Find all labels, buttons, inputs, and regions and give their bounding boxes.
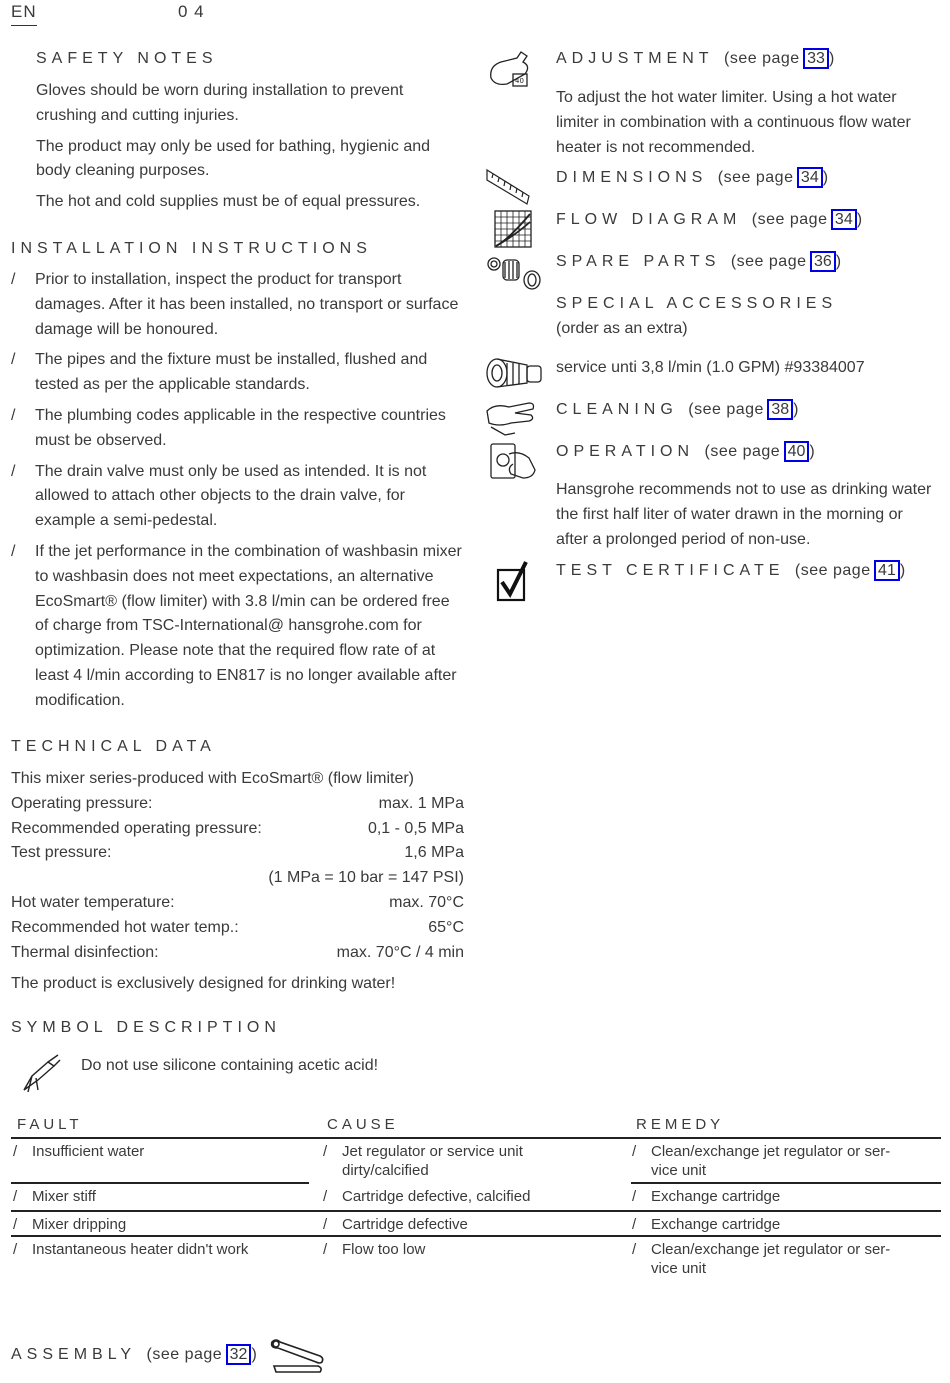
technical-note: The product is exclusively designed for drinking water! xyxy=(11,975,396,993)
dimensions-title: DIMENSIONS xyxy=(556,169,708,186)
cell-text: Mixer dripping xyxy=(32,1216,127,1233)
spare-parts-icon xyxy=(485,252,545,292)
table-divider xyxy=(11,1210,941,1212)
wrench-icon xyxy=(268,1336,326,1376)
cell-text: Insufficient water xyxy=(32,1143,145,1160)
flow-diagram-page-link[interactable]: 34 xyxy=(831,209,857,230)
bullet: / xyxy=(13,1216,18,1233)
safety-notes-title: SAFETY NOTES xyxy=(36,50,218,67)
cell-text: Flow too low xyxy=(342,1241,426,1258)
cell-text: Clean/exchange jet regulator or ser- vice unit xyxy=(651,1143,891,1179)
spare-parts-title: SPARE PARTS xyxy=(556,253,721,270)
bullet: / xyxy=(11,271,16,288)
see-page-label: (see page xyxy=(730,253,807,270)
adjustment-heading xyxy=(556,47,834,72)
cell-text: Exchange cartridge xyxy=(651,1188,781,1205)
tech-value: 0,1 - 0,5 MPa xyxy=(367,819,464,837)
list-item xyxy=(11,348,463,398)
table-cell-fault xyxy=(13,1142,322,1161)
tech-row xyxy=(11,817,464,842)
table-header-remedy: REMEDY xyxy=(636,1116,725,1133)
language-code: EN xyxy=(11,0,37,26)
bullet: / xyxy=(632,1216,637,1233)
cleaning-heading xyxy=(556,398,799,423)
accessory-item: service unti 3,8 l/min (1.0 GPM) #93384007 xyxy=(556,359,865,376)
cell-text: Jet regulator or service unit dirty/calcified xyxy=(342,1143,523,1179)
bullet: / xyxy=(323,1216,328,1233)
installation-list xyxy=(11,268,463,714)
bracket: ) xyxy=(793,401,799,418)
cleaning-hand-icon xyxy=(485,397,545,437)
bullet: / xyxy=(13,1241,18,1258)
tech-row xyxy=(11,792,464,817)
bullet: / xyxy=(323,1188,328,1205)
list-item-text: The pipes and the fixture must be installed, flushed and tested as per the applicable standards. xyxy=(35,351,428,394)
test-certificate-heading xyxy=(556,559,905,584)
test-certificate-title: TEST CERTIFICATE xyxy=(556,562,785,579)
tech-value: max. 1 MPa xyxy=(378,794,464,812)
silicone-gun-icon xyxy=(18,1052,62,1096)
cell-text: Clean/exchange jet regulator or ser- vice unit xyxy=(651,1241,891,1277)
cleaning-title: CLEANING xyxy=(556,401,678,418)
spare-parts-page-link[interactable]: 36 xyxy=(810,251,836,272)
symbol-description-title: SYMBOL DESCRIPTION xyxy=(11,1019,281,1036)
safety-para: The product may only be used for bathing, hygienic and body cleaning purposes. xyxy=(36,137,431,180)
cell-text: Mixer stiff xyxy=(32,1188,96,1205)
page-number: 0 4 xyxy=(178,2,205,21)
table-cell-cause xyxy=(323,1215,632,1234)
bracket: ) xyxy=(856,211,863,228)
table-cell-fault xyxy=(13,1187,322,1206)
flow-diagram-title: FLOW DIAGRAM xyxy=(556,211,742,228)
cell-text: Instantaneous heater didn't work xyxy=(32,1241,249,1258)
bullet: / xyxy=(11,406,16,424)
operation-heading xyxy=(556,440,815,465)
operation-page-link[interactable]: 40 xyxy=(784,441,810,462)
see-page-label: (see page xyxy=(146,1346,223,1363)
tech-value: (1 MPa = 10 bar = 147 PSI) xyxy=(268,869,464,887)
spare-parts-heading xyxy=(556,250,841,275)
bracket: ) xyxy=(251,1346,257,1363)
tech-value: 65°C xyxy=(428,918,464,936)
see-page-label: (see page xyxy=(794,562,871,579)
see-page-label: (see page xyxy=(704,443,781,460)
table-cell-fault xyxy=(13,1240,322,1259)
table-divider xyxy=(631,1182,941,1184)
tech-value: 1,6 MPa xyxy=(404,844,464,862)
tech-row xyxy=(11,841,464,866)
table-divider xyxy=(11,1137,941,1139)
table-divider xyxy=(11,1235,941,1237)
bullet: / xyxy=(632,1143,637,1160)
tech-label: Operating pressure: xyxy=(11,794,153,812)
adjustment-icon xyxy=(487,48,537,90)
bullet: / xyxy=(323,1143,328,1160)
list-item xyxy=(11,268,463,342)
table-cell-cause xyxy=(323,1240,632,1259)
table-cell-cause xyxy=(323,1142,542,1180)
list-item xyxy=(11,404,463,454)
bullet: / xyxy=(632,1241,637,1258)
checkbox-checked-icon xyxy=(496,560,530,602)
cell-text: Cartridge defective, calcified xyxy=(342,1188,531,1205)
installation-title: INSTALLATION INSTRUCTIONS xyxy=(11,240,372,257)
table-cell-remedy xyxy=(632,1187,921,1206)
operation-hand-icon xyxy=(489,440,539,482)
assembly-title: ASSEMBLY xyxy=(11,1346,137,1363)
technical-data-title: TECHNICAL DATA xyxy=(11,738,216,755)
test-certificate-page-link[interactable]: 41 xyxy=(874,560,900,581)
bullet: / xyxy=(11,351,16,369)
dimensions-page-link[interactable]: 34 xyxy=(797,167,823,188)
tech-label: Recommended hot water temp.: xyxy=(11,918,239,936)
see-page-label: (see page xyxy=(751,211,828,228)
assembly-page-link[interactable]: 32 xyxy=(226,1344,252,1365)
list-item-text: If the jet performance in the combination of washbasin mixer to washbasin does not meet expectations, an alternative EcoSmart® (flow limiter) with 3.8 l/min can be ordered free of charge from TSC-International@ hansgrohe.com for optimization. Please note that the required flow rate of at least 4 l/min according to EN817 is no longer available after modification. xyxy=(35,542,462,709)
list-item-text: The drain valve must only be used as intended. It is not allowed to attach other objects to the drain valve, for example a semi-pedestal. xyxy=(35,462,427,530)
tech-value: max. 70°C / 4 min xyxy=(336,943,464,961)
see-page-label: (see page xyxy=(688,401,764,418)
table-header-cause: CAUSE xyxy=(327,1116,399,1133)
cell-text: Cartridge defective xyxy=(342,1216,468,1233)
bullet: / xyxy=(11,462,16,480)
technical-intro: This mixer series-produced with EcoSmart® (flow limiter) xyxy=(11,770,414,787)
tech-row xyxy=(11,941,464,966)
bracket: ) xyxy=(899,562,906,579)
tech-row xyxy=(11,891,464,916)
tech-label: Recommended operating pressure: xyxy=(11,819,262,837)
assembly-heading xyxy=(11,1343,257,1368)
tech-value: max. 70°C xyxy=(389,893,464,911)
special-accessories-title: SPECIAL ACCESSORIES xyxy=(556,295,838,312)
bracket: ) xyxy=(822,169,829,186)
safety-notes-body xyxy=(36,79,456,215)
adjustment-page-link[interactable]: 33 xyxy=(803,48,829,69)
bullet: / xyxy=(13,1188,18,1205)
table-cell-cause xyxy=(323,1187,632,1206)
bracket: ) xyxy=(809,443,815,460)
tech-row xyxy=(11,916,464,941)
flow-diagram-heading xyxy=(556,208,862,233)
bracket: ) xyxy=(835,253,842,270)
list-item xyxy=(11,460,463,534)
list-item-text: Prior to installation, inspect the product for transport damages. After it has been installed, no transport or surface damage will be honoured. xyxy=(35,271,459,338)
table-cell-remedy xyxy=(632,1240,921,1278)
see-page-label: (see page xyxy=(717,169,794,186)
ruler-icon xyxy=(485,166,531,210)
adjustment-title: ADJUSTMENT xyxy=(556,50,714,67)
list-item-text: The plumbing codes applicable in the respective countries must be observed. xyxy=(35,406,446,449)
tech-label: Thermal disinfection: xyxy=(11,943,159,961)
svg-text:40: 40 xyxy=(515,77,524,85)
bracket: ) xyxy=(828,50,835,67)
service-unit-icon xyxy=(485,355,545,395)
special-accessories-subtitle: (order as an extra) xyxy=(556,320,688,337)
bullet: / xyxy=(11,542,16,560)
cleaning-page-link[interactable]: 38 xyxy=(767,399,793,420)
table-header-fault: FAULT xyxy=(17,1116,83,1133)
safety-para: Gloves should be worn during installation to prevent crushing and cutting injuries. xyxy=(36,82,404,124)
table-cell-remedy xyxy=(632,1142,921,1180)
adjustment-text: To adjust the hot water limiter. Using a hot water limiter in combination with a continuous flow water heater is not recommended. xyxy=(556,89,911,156)
dimensions-heading xyxy=(556,166,828,191)
operation-text: Hansgrohe recommends not to use as drinking water the first half liter of water drawn in the morning or after a prolonged period of non-use. xyxy=(556,481,932,548)
bullet: / xyxy=(13,1143,18,1160)
table-cell-remedy xyxy=(632,1215,921,1234)
symbol-description-text: Do not use silicone containing acetic acid! xyxy=(81,1057,379,1074)
table-cell-fault xyxy=(13,1215,322,1234)
table-divider xyxy=(11,1182,309,1184)
operation-title: OPERATION xyxy=(556,443,695,460)
technical-data-table xyxy=(11,767,464,997)
see-page-label: (see page xyxy=(724,50,800,67)
flow-chart-icon xyxy=(494,210,532,248)
bullet: / xyxy=(323,1241,328,1258)
list-item xyxy=(11,540,463,714)
tech-label: Test pressure: xyxy=(11,844,112,862)
bullet: / xyxy=(632,1188,637,1205)
cell-text: Exchange cartridge xyxy=(651,1216,781,1233)
tech-label: Hot water temperature: xyxy=(11,893,175,911)
safety-para: The hot and cold supplies must be of equal pressures. xyxy=(36,193,421,211)
tech-row xyxy=(11,866,464,891)
